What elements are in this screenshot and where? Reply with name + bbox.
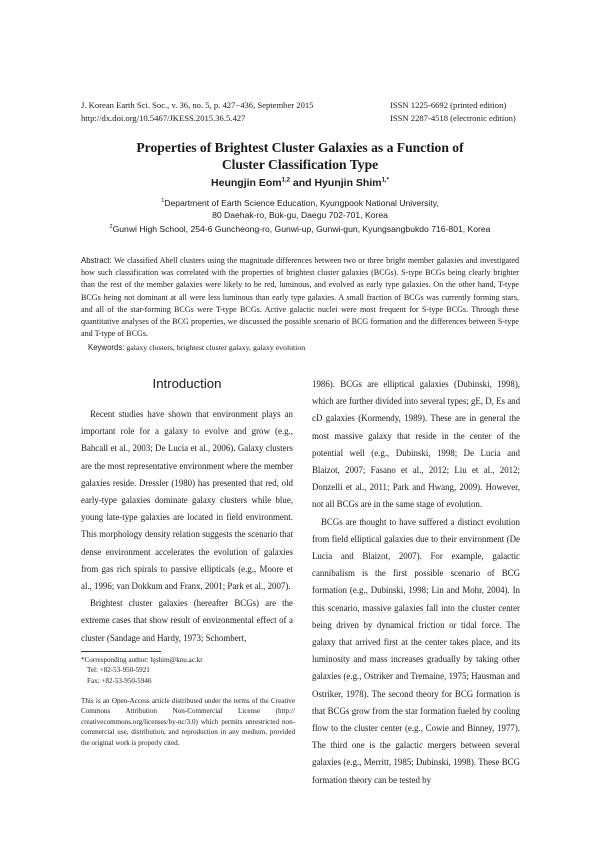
affiliation-1 (60, 195, 540, 209)
affiliation-mark: 2 (109, 224, 113, 231)
corresponding-fax: Fax: +82-53-950-5946 (87, 676, 152, 685)
issn-block (390, 99, 516, 124)
issn-electronic: ISSN 2287-4518 (electronic edition) (390, 112, 516, 123)
author-name: Hyunjin Shim (314, 177, 382, 189)
affiliation-text: Department of Earth Science Education, Kyungpook National University, (164, 197, 439, 208)
keywords (88, 343, 518, 352)
section-heading: Introduction (152, 376, 222, 391)
body-paragraph: BCGs are thought to have suffered a distinct evolution from field elliptical galaxies due to their environment (De Lucia and Blaizot, 2007). For example, galactic cannibalism is the first possible scenario of BCG formation (e.g., Dubinski, 1998; Lin and Mohr, 2004). In this scenario, massive galaxies fall into the cluster center being driven by dynamical friction or tidal force. The galaxy that arrived first at the center takes place, and its luminosity and mass increases gradually by taking other galaxies (e.g., Ostriker and Tremaine, 1975; Hausman and Ostriker, 1978). The second theory for BCG formation is that BCGs grow from the star formation fueled by cooling flow to the cluster center (e.g., Cowie and Binney, 1977). The third one is the galactic mergers between several galaxies (e.g., Merritt, 1985; Dubinski, 1998). These BCG formation theory can be tested by (312, 516, 520, 785)
author-affiliation-mark: 1,* (381, 177, 389, 184)
abstract (81, 255, 519, 340)
title-line-1: Properties of Brightest Cluster Galaxies as a Function of (136, 140, 464, 155)
corresponding-email: *Corresponding author: hjshim@knu.ac.kr (81, 656, 203, 664)
affiliation-2 (60, 221, 540, 235)
body-paragraph: 1986). BCGs are elliptical galaxies (Dubinski, 1998), which are further divided into several types; gE, D, Es and cD galaxies (Kormendy, 1989). These are in general the most massive galaxy that reside in the center of the potential well (e.g., Dubinski, 1998; De Lucia and Blaizot, 2007; Fasano et al., 2012; Liu et al., 2012; Donzelli et al., 2011; Park and Hwang, 2009). However, not all BCGs are in the same stage of evolution. (312, 379, 521, 510)
left-column (81, 406, 293, 647)
author-list (60, 177, 540, 189)
right-column (312, 376, 520, 789)
author-name: Heungjin Eom (211, 177, 282, 189)
author-conjunction: and (292, 177, 312, 189)
footnote-divider (81, 651, 161, 652)
body-paragraph: Brightest cluster galaxies (hereafter BCGs) are the extreme cases that show result of environmental effect of a cluster (Sandage and Hardy, 1973; Schombert, (81, 598, 293, 643)
corresponding-tel: Tel: +82-53-950-5921 (87, 666, 150, 675)
license-notice: This is an Open-Access article distributed under the terms of the Creative Commons Attribution Non-Commercial License (http:// creativecommons.org/licenses/by-nc/3.0) which permits unrestricted non-commercial use, distribution, and reproduction in any medium, provided the original work is properly cited. (81, 697, 295, 747)
affiliations (60, 195, 540, 235)
issn-print: ISSN 1225-6692 (printed edition) (390, 100, 507, 110)
abstract-label: Abstract: (81, 256, 112, 265)
body-paragraph: Recent studies have shown that environment plays an important role for a galaxy to evolve and grow (e.g., Bahcall et al., 2003; De Lucia et al., 2006). Galaxy clusters are the most representative environment where the member galaxies reside. Dressler (1980) has presented that red, old early-type galaxies dominate galaxy clusters while blue, young late-type galaxies are located in field environment. This morphology density relation suggests the scenario that dense environment accelerates the evolution of galaxies from gas rich spirals to passive ellipticals (e.g., Moore et al., 1996; van Dokkum and Franx, 2001; Park et al., 2007). (81, 409, 293, 592)
paper-title (60, 139, 540, 173)
title-line-2: Cluster Classification Type (221, 157, 379, 172)
affiliation-1-address: 80 Daehak-ro, Buk-gu, Daegu 702-701, Korea (212, 210, 388, 221)
journal-citation (81, 99, 313, 124)
journal-line: J. Korean Earth Sci. Soc., v. 36, no. 5, p. 427−436, September 2015 (81, 100, 314, 110)
corresponding-author-footnote (81, 655, 293, 686)
keywords-text: galaxy clusters, brightest cluster galaxy, galaxy evolution (126, 343, 306, 352)
keywords-label: Keywords: (88, 343, 125, 352)
author-affiliation-mark: 1,2 (281, 177, 290, 184)
doi-link[interactable]: http://dx.doi.org/10.5467/JKESS.2015.36.5.427 (81, 112, 246, 123)
affiliation-text: Gunwi High School, 254-6 Guncheong-ro, Gunwi-up, Gunwi-gun, Kyungsangbukdo 716-801, Korea (112, 224, 491, 235)
abstract-text: We classified Abell clusters using the magnitude differences between two or three bright member galaxies and investigated how such classification was correlated with the properties of brightest cluster galaxies (BCGs). S-type BCGs being clearly brighter than the rest of the member galaxies were likely to be red, luminous, and evolved as early type galaxies. On the other hand, T-type BCGs being not dominant at all were less luminous than early type galaxies. A small fraction of BCGs was currently forming stars, and all of the star-forming BCGs were T-type BCGs. Active galactic nuclei were most frequent for S-type BCGs. Through these quantitative analyses of the BCG properties, we discussed the possible scenario of BCG formation and the differences between S-type and T-type of BCGs. (81, 256, 519, 339)
affiliation-mark: 1 (161, 198, 165, 204)
